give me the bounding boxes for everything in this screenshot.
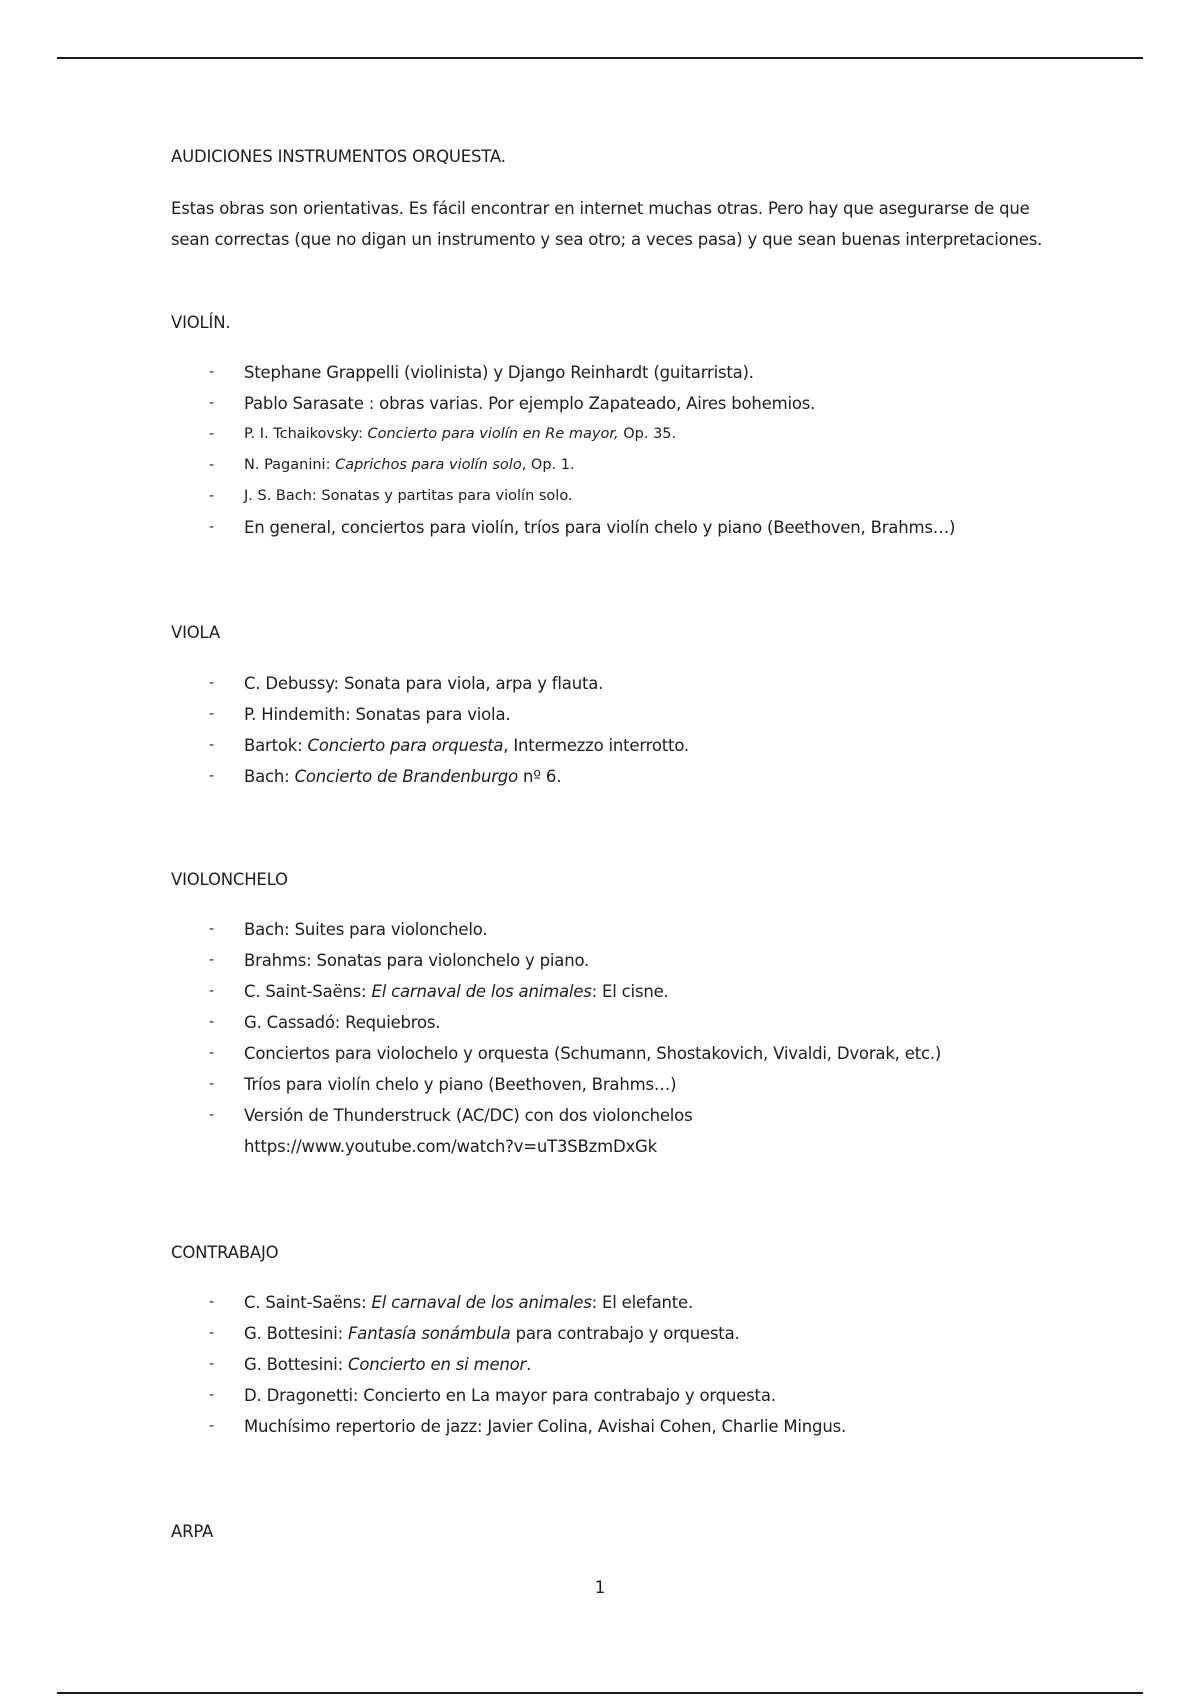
section-heading-contrabajo: CONTRABAJO xyxy=(171,1243,279,1262)
header-rule xyxy=(57,57,1143,59)
list-item: - C. Debussy: Sonata para viola, arpa y flauta. xyxy=(171,668,1051,699)
bullet-dash: - xyxy=(209,1356,214,1372)
list-item: - P. Hindemith: Sonatas para viola. xyxy=(171,699,1051,730)
section-heading-violin: VIOLÍN. xyxy=(171,313,231,332)
section-heading-violonchelo: VIOLONCHELO xyxy=(171,870,288,889)
list-item: - P. I. Tchaikovsky: Concierto para violín en Re mayor, Op. 35. xyxy=(171,419,1051,450)
footer-rule xyxy=(57,1692,1143,1694)
bullet-dash: - xyxy=(209,1076,214,1092)
bullet-dash: - xyxy=(209,1014,214,1030)
bullet-dash: - xyxy=(209,1418,214,1434)
violin-list xyxy=(171,357,1051,543)
list-item: - D. Dragonetti: Concierto en La mayor para contrabajo y orquesta. xyxy=(171,1380,1051,1411)
bullet-dash: - xyxy=(209,488,215,504)
list-item: - Muchísimo repertorio de jazz: Javier Colina, Avishai Cohen, Charlie Mingus. xyxy=(171,1411,1051,1442)
list-item: - Versión de Thunderstruck (AC/DC) con dos violonchelos https://www.youtube.com/watch?v=uT3SBzmDxGk xyxy=(171,1100,1051,1162)
bullet-dash: - xyxy=(209,952,214,968)
list-item: - G. Bottesini: Fantasía sonámbula para contrabajo y orquesta. xyxy=(171,1318,1051,1349)
bullet-dash: - xyxy=(209,457,215,473)
section-heading-viola: VIOLA xyxy=(171,623,220,642)
list-item: - C. Saint-Saëns: El carnaval de los animales: El cisne. xyxy=(171,976,1051,1007)
list-item: - Conciertos para violochelo y orquesta (Schumann, Shostakovich, Vivaldi, Dvorak, etc.) xyxy=(171,1038,1051,1069)
list-item: - Pablo Sarasate : obras varias. Por ejemplo Zapateado, Aires bohemios. xyxy=(171,388,1051,419)
section-heading-arpa: ARPA xyxy=(171,1522,214,1541)
list-item: - Bach: Concierto de Brandenburgo nº 6. xyxy=(171,761,1051,792)
list-item: - G. Bottesini: Concierto en si menor. xyxy=(171,1349,1051,1380)
list-item: - N. Paganini: Caprichos para violín solo, Op. 1. xyxy=(171,450,1051,481)
list-item: - Tríos para violín chelo y piano (Beethoven, Brahms…) xyxy=(171,1069,1051,1100)
list-item: - C. Saint-Saëns: El carnaval de los animales: El elefante. xyxy=(171,1287,1051,1318)
intro-paragraph: Estas obras son orientativas. Es fácil encontrar en internet muchas otras. Pero hay que asegurarse de que sean correctas (que no digan un instrumento y sea otro; a veces pasa) y que sean buenas interpretaciones. xyxy=(171,199,1043,249)
document-title: AUDICIONES INSTRUMENTOS ORQUESTA. xyxy=(171,147,506,166)
viola-list xyxy=(171,668,1051,792)
bullet-dash: - xyxy=(209,1325,214,1341)
contrabajo-list xyxy=(171,1287,1051,1442)
bullet-dash: - xyxy=(209,737,214,753)
list-item: - Stephane Grappelli (violinista) y Django Reinhardt (guitarrista). xyxy=(171,357,1051,388)
list-item: - Bach: Suites para violonchelo. xyxy=(171,914,1051,945)
bullet-dash: - xyxy=(209,1387,214,1403)
bullet-dash: - xyxy=(209,364,214,380)
bullet-dash: - xyxy=(209,675,214,691)
bullet-dash: - xyxy=(209,706,214,722)
bullet-dash: - xyxy=(209,519,214,535)
bullet-dash: - xyxy=(209,395,214,411)
bullet-dash: - xyxy=(209,983,214,999)
list-item: - En general, conciertos para violín, tríos para violín chelo y piano (Beethoven, Brahms…) xyxy=(171,512,1051,543)
list-item: - Bartok: Concierto para orquesta, Intermezzo interrotto. xyxy=(171,730,1051,761)
bullet-dash: - xyxy=(209,1294,214,1310)
bullet-dash: - xyxy=(209,921,214,937)
page-number: 1 xyxy=(594,1578,606,1597)
youtube-link[interactable]: https://www.youtube.com/watch?v=uT3SBzmDxGk xyxy=(244,1137,657,1156)
list-item: - G. Cassadó: Requiebros. xyxy=(171,1007,1051,1038)
bullet-dash: - xyxy=(209,768,214,784)
bullet-dash: - xyxy=(209,1107,214,1123)
list-item: - J. S. Bach: Sonatas y partitas para violín solo. xyxy=(171,481,1051,512)
bullet-dash: - xyxy=(209,1045,214,1061)
list-item: - Brahms: Sonatas para violonchelo y piano. xyxy=(171,945,1051,976)
violonchelo-list xyxy=(171,914,1051,1162)
bullet-dash: - xyxy=(209,426,215,442)
